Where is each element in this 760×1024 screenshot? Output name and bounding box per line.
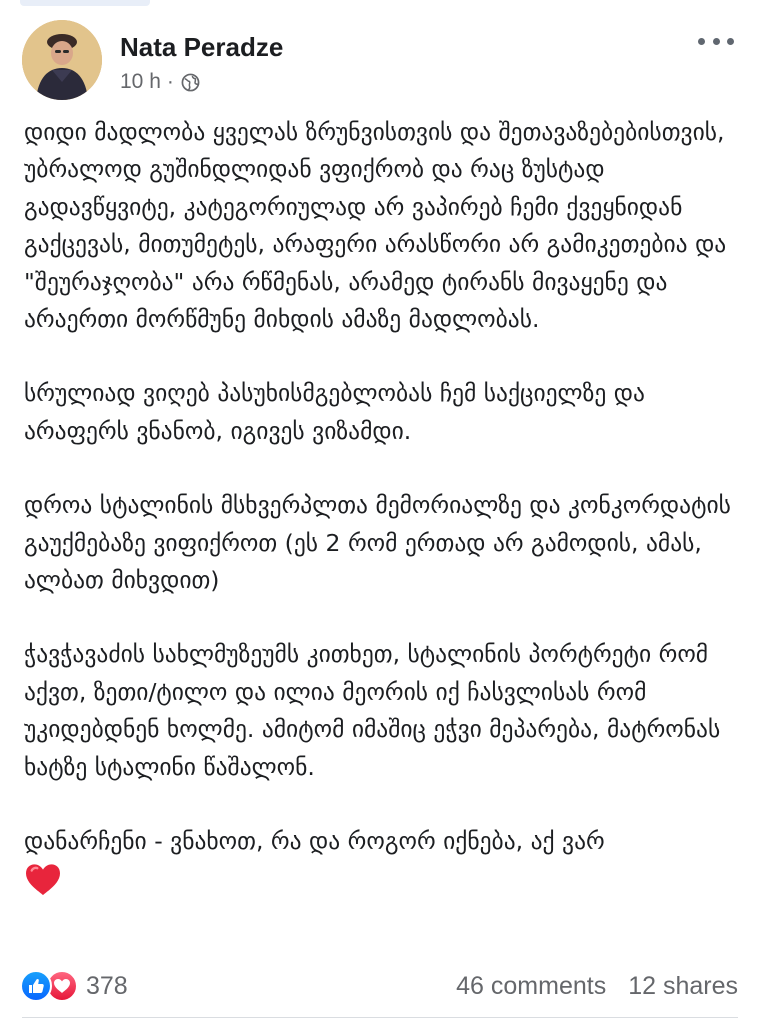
post-paragraph: სრულიად ვიღებ პასუხისმგებლობას ჩემ საქციელზე და არაფერს ვნანობ, იგივეს ვიზამდი.	[24, 379, 645, 445]
footer-divider	[22, 1017, 738, 1018]
red-heart-icon	[24, 863, 62, 897]
post-paragraph-last	[24, 823, 736, 896]
like-icon	[20, 970, 52, 1002]
post-body	[24, 114, 736, 897]
post-paragraph: ჭავჭავაძის სახლმუზეუმს კითხეთ, სტალინის პორტრეტი რომ აქვთ, ზეთი/ტილო და ილია მეორის იქ ჩასვლისას რომ უკიდებდნენ ხოლმე. ამიტომ იმაშიც ეჭვი მეპარება, მატრონას ხატზე სტალინი წაშალონ.	[24, 640, 721, 781]
post-meta	[120, 70, 200, 94]
comments-link[interactable]: 46 comments	[456, 971, 607, 1000]
meta-separator: ·	[166, 70, 174, 93]
post-timestamp[interactable]: 10 h	[120, 70, 161, 93]
avatar[interactable]	[22, 20, 102, 100]
shares-link[interactable]: 12 shares	[628, 971, 738, 1000]
engagement-summary	[456, 966, 738, 1006]
post-header	[22, 20, 738, 100]
post-paragraph: დიდი მადლობა ყველას ზრუნვისთვის და შეთავაზებებისთვის, უბრალოდ გუშინდლიდან ვფიქრობ და რაც ზუსტად გადავწყვიტე, კატეგორიულად არ ვაპირებ ჩემი ქვეყნიდან გაქცევას, მითუმეტეს, არაფერი არასწორი არ გამიკეთებია და "შეურაჯღობა" არა რწმენას, არამედ ტირანს მივაყენე და არაერთი მორწმუნე მიხდის ამაზე მადლობას.	[24, 118, 727, 334]
post-paragraph-text: დანარჩენი - ვნახოთ, რა და როგორ იქნება, აქ ვარ	[24, 827, 605, 856]
top-tab-accent	[20, 0, 150, 6]
more-options-icon[interactable]	[698, 32, 734, 50]
post-footer	[20, 966, 740, 1006]
avatar-portrait-icon	[22, 20, 102, 100]
globe-icon[interactable]	[181, 73, 200, 92]
author-name[interactable]: Nata Peradze	[120, 32, 284, 62]
reactions-summary[interactable]	[20, 966, 128, 1006]
post-paragraph: დროა სტალინის მსხვერპლთა მემორიალზე და კონკორდატის გაუქმებაზე ვიფიქროთ (ეს 2 რომ ერთად არ გამოდის, ამას, ალბათ მიხვდით)	[24, 491, 731, 595]
reaction-count: 378	[86, 971, 128, 1000]
